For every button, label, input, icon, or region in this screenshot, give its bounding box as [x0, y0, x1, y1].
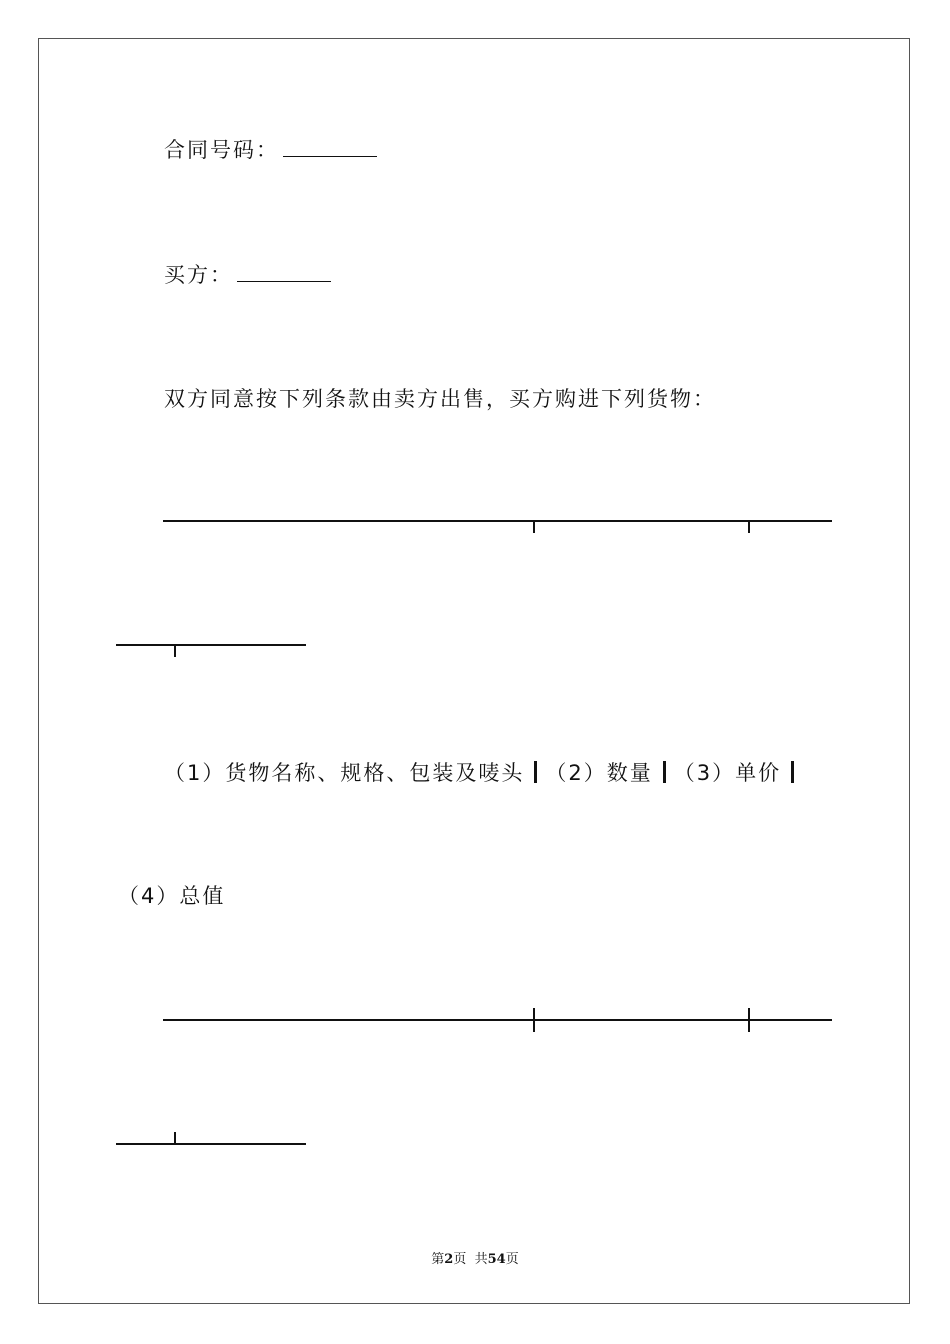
- footer-page-mid: 页 共: [453, 1252, 488, 1267]
- table-bottom-rule: [163, 1019, 832, 1021]
- table-header-row: [164, 759, 802, 787]
- contract-number-blank[interactable]: [283, 138, 377, 157]
- page-border: [38, 38, 910, 1304]
- page-footer: [0, 1248, 950, 1267]
- column-separator: [534, 761, 537, 783]
- footer-page-suffix: 页: [505, 1252, 519, 1267]
- footer-page-prefix: 第: [431, 1252, 445, 1267]
- header-goods-description: （1）货物名称、规格、包装及唛头: [164, 761, 525, 785]
- intro-paragraph: 双方同意按下列条款由卖方出售，买方购进下列货物：: [164, 387, 716, 411]
- table-bottom-divider-1: [533, 1008, 535, 1032]
- table-top-divider-1: [533, 521, 535, 533]
- table-bottom-rule-continued: [116, 1143, 306, 1145]
- header-quantity: （2）数量: [545, 761, 653, 785]
- table-top-divider-2: [748, 521, 750, 533]
- contract-number-line: [164, 136, 377, 164]
- column-separator: [663, 761, 666, 783]
- header-total-value: （4）总值: [118, 884, 226, 908]
- footer-page-total: 54: [487, 1252, 506, 1267]
- buyer-label: 买方：: [164, 263, 233, 287]
- table-bottom-divider-3: [174, 1132, 176, 1144]
- buyer-blank[interactable]: [237, 263, 331, 282]
- table-bottom-divider-2: [748, 1008, 750, 1032]
- column-separator: [791, 761, 794, 783]
- buyer-line: [164, 261, 331, 289]
- table-top-rule: [163, 520, 832, 522]
- table-top-rule-continued: [116, 644, 306, 646]
- table-top-divider-3: [174, 645, 176, 657]
- header-unit-price: （3）单价: [673, 761, 782, 785]
- footer-page-current: 2: [444, 1252, 454, 1267]
- contract-number-label: 合同号码：: [164, 138, 279, 162]
